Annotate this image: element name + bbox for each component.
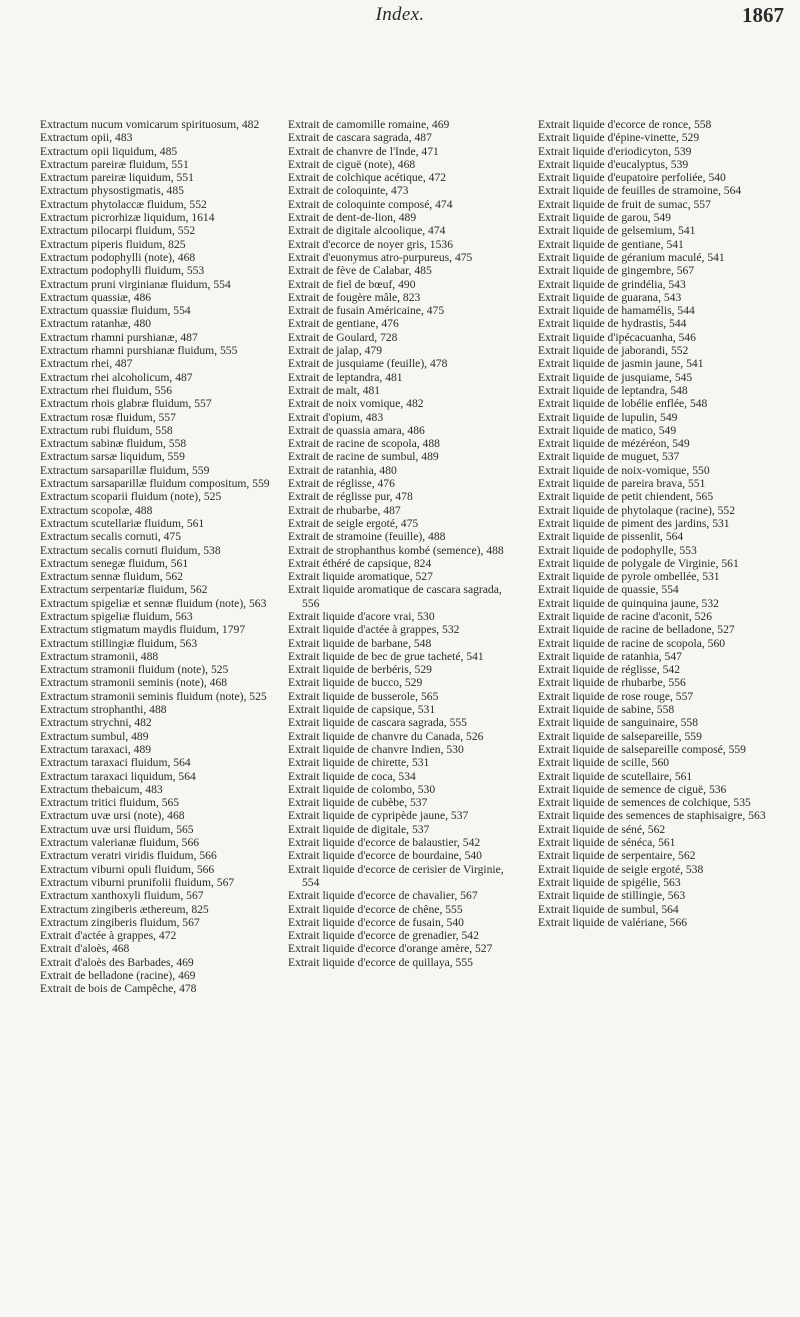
index-entry: Extrait liquide de sabine, 558	[538, 703, 675, 717]
index-entry: Extrait liquide de racine de scopola, 560	[538, 636, 726, 650]
index-entry: Extrait liquide de chanvre du Canada, 526	[288, 729, 484, 743]
index-entry: Extrait liquide de colombo, 530	[288, 782, 436, 796]
index-entry: Extrait liquide d'épine-vinette, 529	[538, 131, 700, 145]
index-entry: Extractum rhei, 487	[40, 357, 133, 371]
index-entry: Extractum sumbul, 489	[40, 729, 149, 743]
index-entry: Extractum stramonii seminis (note), 468	[40, 676, 228, 690]
index-entry: Extrait liquide de pyrole ombellée, 531	[538, 570, 720, 584]
index-entry: Extractum phytolaccæ fluidum, 552	[40, 197, 207, 211]
index-entry: Extrait de coloquinte, 473	[288, 184, 409, 198]
index-entry: Extrait liquide d'eupatoire perfoliée, 540	[538, 171, 726, 185]
index-entry: Extractum quassiæ fluidum, 554	[40, 304, 191, 318]
index-entry: Extrait liquide de polygale de Virginie, 561	[538, 556, 739, 570]
index-entry: Extrait liquide de géranium maculé, 541	[538, 250, 725, 264]
index-entry: Extrait de réglisse pur, 478	[288, 490, 413, 504]
index-entry: Extrait liquide de réglisse, 542	[538, 663, 680, 677]
index-entry: Extrait d'aloès, 468	[40, 942, 130, 956]
index-entry: Extractum taraxaci fluidum, 564	[40, 756, 191, 770]
index-entry: Extractum scoparii fluidum (note), 525	[40, 490, 222, 504]
index-entry: Extrait liquide de grindélia, 543	[538, 277, 686, 291]
index-entry: Extrait liquide d'ecorce d'orange amère, 527	[288, 942, 493, 956]
index-entry: Extrait liquide de mézéréon, 549	[538, 437, 690, 451]
index-entry: Extrait liquide d'ecorce de quillaya, 555	[288, 955, 473, 969]
index-entry: Extrait liquide de muguet, 537	[538, 450, 680, 464]
index-entry: Extrait liquide de digitale, 537	[288, 822, 430, 836]
index-entry: Extrait de ciguë (note), 468	[288, 157, 416, 171]
index-entry: Extrait liquide de semences de colchique, 535	[538, 796, 751, 810]
index-entry: Extrait liquide de stillingie, 563	[538, 889, 686, 903]
index-entry: Extractum serpentariæ fluidum, 562	[40, 583, 208, 597]
index-entry: Extrait liquide de racine de belladone, 527	[538, 623, 735, 637]
index-entry: Extractum strychni, 482	[40, 716, 152, 730]
index-entry: Extractum tritici fluidum, 565	[40, 796, 180, 810]
index-entry: Extrait liquide d'ecorce de chavalier, 567	[288, 889, 478, 903]
index-entry: Extrait de Goulard, 728	[288, 330, 398, 344]
index-entry: Extrait de stramoine (feuille), 488	[288, 530, 446, 544]
index-entry: Extrait de racine de scopola, 488	[288, 437, 440, 451]
index-entry: Extrait de belladone (racine), 469	[40, 969, 196, 982]
index-entry: Extractum stramonii, 488	[40, 649, 159, 663]
index-entry: Extrait liquide de fruit de sumac, 557	[538, 197, 711, 211]
index-entry: Extrait d'aloès des Barbades, 469	[40, 955, 194, 969]
index-entry: Extrait liquide de racine d'aconit, 526	[538, 609, 713, 623]
index-entry: Extrait liquide de petit chiendent, 565	[538, 490, 714, 504]
index-entry: Extractum valerianæ fluidum, 566	[40, 836, 200, 850]
index-entry: Extrait liquide de podophylle, 553	[538, 543, 697, 557]
index-entry: Extractum sennæ fluidum, 562	[40, 570, 183, 584]
index-entry: Extrait liquide de spigélie, 563	[538, 875, 681, 889]
index-entry: Extrait de cascara sagrada, 487	[288, 131, 432, 145]
index-entry: Extrait liquide de quassie, 554	[538, 583, 679, 597]
index-entry: Extractum opii, 483	[40, 131, 133, 145]
index-entry: Extrait liquide de piment des jardins, 531	[538, 516, 730, 530]
index-entry: Extrait liquide d'eriodicyton, 539	[538, 144, 692, 158]
index-entry: Extrait de malt, 481	[288, 383, 381, 397]
index-entry: Extrait liquide de bucco, 529	[288, 676, 423, 690]
index-entry: Extractum picrorhizæ liquidum, 1614	[40, 211, 215, 225]
index-entry: Extractum secalis cornuti fluidum, 538	[40, 543, 221, 557]
index-entry: Extrait liquide d'ecorce de fusain, 540	[288, 915, 464, 929]
index-entry: Extractum rhei fluidum, 556	[40, 383, 173, 397]
index-entry: Extractum viburni opuli fluidum, 566	[40, 862, 215, 876]
index-entry: Extrait liquide de hamamélis, 544	[538, 304, 695, 318]
index-entry: Extrait liquide de hydrastis, 544	[538, 317, 687, 331]
index-entry: Extractum pruni virginianæ fluidum, 554	[40, 277, 231, 291]
index-entry: Extractum scutellariæ fluidum, 561	[40, 516, 205, 530]
index-entry: Extrait liquide de jusquiame, 545	[538, 370, 693, 384]
page-number: 1867	[742, 3, 784, 27]
index-entry: Extrait liquide de scutellaire, 561	[538, 769, 693, 783]
index-entry: Extrait liquide de sanguinaire, 558	[538, 716, 699, 730]
index-entry: Extrait de strophanthus kombé (semence), 488	[288, 543, 504, 557]
index-entry: Extractum viburni prunifolii fluidum, 567	[40, 875, 235, 889]
index-entry: Extractum secalis cornuti, 475	[40, 530, 182, 544]
index-entry: Extrait de leptandra, 481	[288, 370, 403, 384]
index-entry: Extrait de dent-de-lion, 489	[288, 211, 417, 225]
index-entry: Extractum sarsaparillæ fluidum, 559	[40, 463, 210, 477]
index-entry: Extractum xanthoxyli fluidum, 567	[40, 889, 204, 903]
index-entry: Extractum stillingiæ fluidum, 563	[40, 636, 198, 650]
index-entry: Extractum taraxaci, 489	[40, 742, 152, 756]
index-entry: Extrait liquide de scille, 560	[538, 756, 670, 770]
index-entry: Extrait liquide d'ecorce de balaustier, 542	[288, 836, 481, 850]
running-title: Index.	[375, 4, 425, 25]
index-entry: Extrait liquide d'eucalyptus, 539	[538, 157, 689, 171]
index-entry: Extrait éthéré de capsique, 824	[288, 556, 432, 570]
index-entry: Extractum rhois glabræ fluidum, 557	[40, 397, 212, 411]
index-entry: Extractum thebaicum, 483	[40, 782, 163, 796]
index-entry: Extractum ratanhæ, 480	[40, 317, 152, 331]
index-entry: Extrait liquide de rhubarbe, 556	[538, 676, 686, 690]
index-entry: Extrait liquide de salsepareille, 559	[538, 729, 702, 743]
index-entry: Extrait de coloquinte composé, 474	[288, 197, 453, 211]
index-entry: Extrait liquide d'ecorce de ronce, 558	[538, 118, 712, 131]
index-entry: Extractum quassiæ, 486	[40, 290, 152, 304]
index-entry: Extractum rhamni purshianæ, 487	[40, 330, 198, 344]
index-entry: Extrait de fève de Calabar, 485	[288, 264, 432, 278]
index-entry: Extractum rhei alcoholicum, 487	[40, 370, 193, 384]
index-entry: Extrait liquide de serpentaire, 562	[538, 849, 696, 863]
index-entry: Extrait liquide aromatique de cascara sagrada, 556	[288, 583, 502, 610]
index-entry: Extractum taraxaci liquidum, 564	[40, 769, 196, 783]
index-entry: Extrait d'opium, 483	[288, 410, 384, 424]
index-entry: Extrait liquide de leptandra, 548	[538, 383, 688, 397]
index-entry: Extrait liquide de berbéris, 529	[288, 663, 432, 677]
index-entry: Extrait liquide d'actée à grappes, 532	[288, 623, 460, 637]
index-entry: Extrait d'euonymus atro-purpureus, 475	[288, 250, 473, 264]
index-entry: Extrait de gentiane, 476	[288, 317, 399, 331]
index-entry: Extrait liquide de pareira brava, 551	[538, 477, 706, 491]
index-entry: Extrait de camomille romaine, 469	[288, 118, 450, 131]
index-entry: Extrait liquide des semences de staphisaigre, 563	[538, 809, 766, 823]
index-entry: Extrait de fusain Américaine, 475	[288, 304, 445, 318]
index-entry: Extrait liquide de phytolaque (racine), 552	[538, 503, 736, 517]
index-entry: Extrait de rhubarbe, 487	[288, 503, 401, 517]
index-entry: Extrait liquide de cubèbe, 537	[288, 796, 428, 810]
index-entry: Extrait de jalap, 479	[288, 344, 383, 358]
index-entry: Extrait liquide de busserole, 565	[288, 689, 439, 703]
index-entry: Extrait liquide de gingembre, 567	[538, 264, 695, 278]
index-entry: Extractum stigmatum maydis fluidum, 1797	[40, 623, 246, 637]
index-entry: Extractum podophylli (note), 468	[40, 250, 196, 264]
index-entry: Extrait liquide aromatique, 527	[288, 570, 433, 584]
index-entry: Extrait liquide de chanvre Indien, 530	[288, 742, 464, 756]
index-entry: Extrait liquide de jaborandi, 552	[538, 344, 689, 358]
index-entry: Extrait de seigle ergoté, 475	[288, 516, 419, 530]
index-entry: Extractum scopolæ, 488	[40, 503, 153, 517]
index-entry: Extrait d'actée à grappes, 472	[40, 929, 177, 943]
index-entry: Extrait liquide de guarana, 543	[538, 290, 682, 304]
index-entry: Extractum podophylli fluidum, 553	[40, 264, 205, 278]
index-entry: Extrait de bois de Campêche, 478	[40, 982, 197, 996]
index-entry: Extrait de racine de sumbul, 489	[288, 450, 439, 464]
index-entry: Extractum stramonii seminis fluidum (note), 525	[40, 689, 267, 703]
index-column-1	[40, 118, 276, 996]
index-entry: Extractum pareiræ fluidum, 551	[40, 157, 189, 171]
index-entry: Extrait liquide de chirette, 531	[288, 756, 430, 770]
index-entry: Extrait liquide de gentiane, 541	[538, 237, 684, 251]
index-entry: Extrait liquide d'ecorce de bourdaine, 540	[288, 849, 482, 863]
index-entry: Extrait de noix vomique, 482	[288, 397, 424, 411]
index-entry: Extractum zingiberis fluidum, 567	[40, 915, 200, 929]
index-entry: Extrait liquide d'ecorce de grenadier, 542	[288, 929, 479, 943]
index-entry: Extractum stramonii fluidum (note), 525	[40, 663, 229, 677]
index-entry: Extrait liquide de cypripède jaune, 537	[288, 809, 469, 823]
index-entry: Extrait liquide de quinquina jaune, 532	[538, 596, 719, 610]
page-header	[0, 0, 800, 34]
index-entry: Extractum sabinæ fluidum, 558	[40, 437, 187, 451]
index-entry: Extrait liquide de séné, 562	[538, 822, 666, 836]
index-entry: Extractum uvæ ursi fluidum, 565	[40, 822, 194, 836]
index-entry: Extrait liquide de valériane, 566	[538, 915, 688, 929]
index-entry: Extrait de quassia amara, 486	[288, 423, 425, 437]
index-entry: Extractum veratri viridis fluidum, 566	[40, 849, 217, 863]
index-entry: Extrait liquide de sumbul, 564	[538, 902, 679, 916]
index-entry: Extractum spigeliæ et sennæ fluidum (note), 563	[40, 596, 267, 610]
index-entry: Extrait de fiel de bœuf, 490	[288, 277, 416, 291]
index-entry: Extrait liquide de feuilles de stramoine, 564	[538, 184, 742, 198]
index-entry: Extrait liquide de semence de ciguë, 536	[538, 782, 727, 796]
index-entry: Extractum spigeliæ fluidum, 563	[40, 609, 193, 623]
index-entry: Extrait liquide de coca, 534	[288, 769, 416, 783]
index-entry: Extrait liquide de capsique, 531	[288, 703, 436, 717]
index-entry: Extrait liquide de rose rouge, 557	[538, 689, 694, 703]
index-entry: Extrait liquide de matico, 549	[538, 423, 677, 437]
index-column-3	[538, 118, 776, 929]
index-entry: Extractum sarsaparillæ fluidum compositum, 559	[40, 477, 270, 491]
index-entry: Extrait liquide d'ecorce de cerisier de Virginie, 554	[288, 862, 504, 889]
index-entry: Extrait liquide de salsepareille composé, 559	[538, 742, 746, 756]
index-entry: Extractum nucum vomicarum spirituosum, 482	[40, 118, 260, 131]
index-entry: Extractum rhamni purshianæ fluidum, 555	[40, 344, 238, 358]
index-entry: Extrait liquide de pissenlit, 564	[538, 530, 684, 544]
index-entry: Extractum pareiræ liquidum, 551	[40, 171, 194, 185]
index-entry: Extrait liquide d'ecorce de chêne, 555	[288, 902, 463, 916]
index-entry: Extractum senegæ fluidum, 561	[40, 556, 189, 570]
index-entry: Extrait liquide de lupulin, 549	[538, 410, 678, 424]
index-entry: Extrait de jusquiame (feuille), 478	[288, 357, 448, 371]
index-entry: Extrait de digitale alcoolique, 474	[288, 224, 446, 238]
index-entry: Extractum strophanthi, 488	[40, 703, 167, 717]
index-entry: Extrait liquide de jasmin jaune, 541	[538, 357, 704, 371]
index-entry: Extrait liquide de gelsemium, 541	[538, 224, 696, 238]
index-entry: Extractum physostigmatis, 485	[40, 184, 184, 198]
index-entry: Extrait liquide de sénéca, 561	[538, 836, 676, 850]
index-entry: Extractum zingiberis ætherеum, 825	[40, 902, 209, 916]
index-entry: Extrait de chanvre de l'Inde, 471	[288, 144, 439, 158]
index-entry: Extrait liquide de lobélie enflée, 548	[538, 397, 708, 411]
index-entry: Extrait d'ecorce de noyer gris, 1536	[288, 237, 453, 251]
index-entry: Extrait liquide d'acore vrai, 530	[288, 609, 435, 623]
index-entry: Extrait liquide de garou, 549	[538, 211, 671, 225]
index-entry: Extrait liquide de cascara sagrada, 555	[288, 716, 467, 730]
index-entry: Extrait liquide de bec de grue tacheté, 541	[288, 649, 484, 663]
index-entry: Extractum uvæ ursi (note), 468	[40, 809, 185, 823]
index-entry: Extractum rosæ fluidum, 557	[40, 410, 176, 424]
index-entry: Extrait liquide de ratanhia, 547	[538, 649, 682, 663]
index-entry: Extrait liquide de seigle ergoté, 538	[538, 862, 704, 876]
index-entry: Extractum sarsæ liquidum, 559	[40, 450, 185, 464]
index-entry: Extrait de fougère mâle, 823	[288, 290, 421, 304]
index-entry: Extrait liquide de noix-vomique, 550	[538, 463, 710, 477]
index-entry: Extrait de réglisse, 476	[288, 477, 395, 491]
index-entry: Extrait liquide de barbane, 548	[288, 636, 432, 650]
index-column-2	[288, 118, 520, 969]
index-entry: Extractum rubi fluidum, 558	[40, 423, 173, 437]
index-entry: Extrait de ratanhia, 480	[288, 463, 397, 477]
index-entry: Extrait de colchique acétique, 472	[288, 171, 447, 185]
index-entry: Extractum pilocarpi fluidum, 552	[40, 224, 196, 238]
index-entry: Extrait liquide d'ipécacuanha, 546	[538, 330, 696, 344]
index-entry: Extractum opii liquidum, 485	[40, 144, 178, 158]
index-entry: Extractum piperis fluidum, 825	[40, 237, 186, 251]
